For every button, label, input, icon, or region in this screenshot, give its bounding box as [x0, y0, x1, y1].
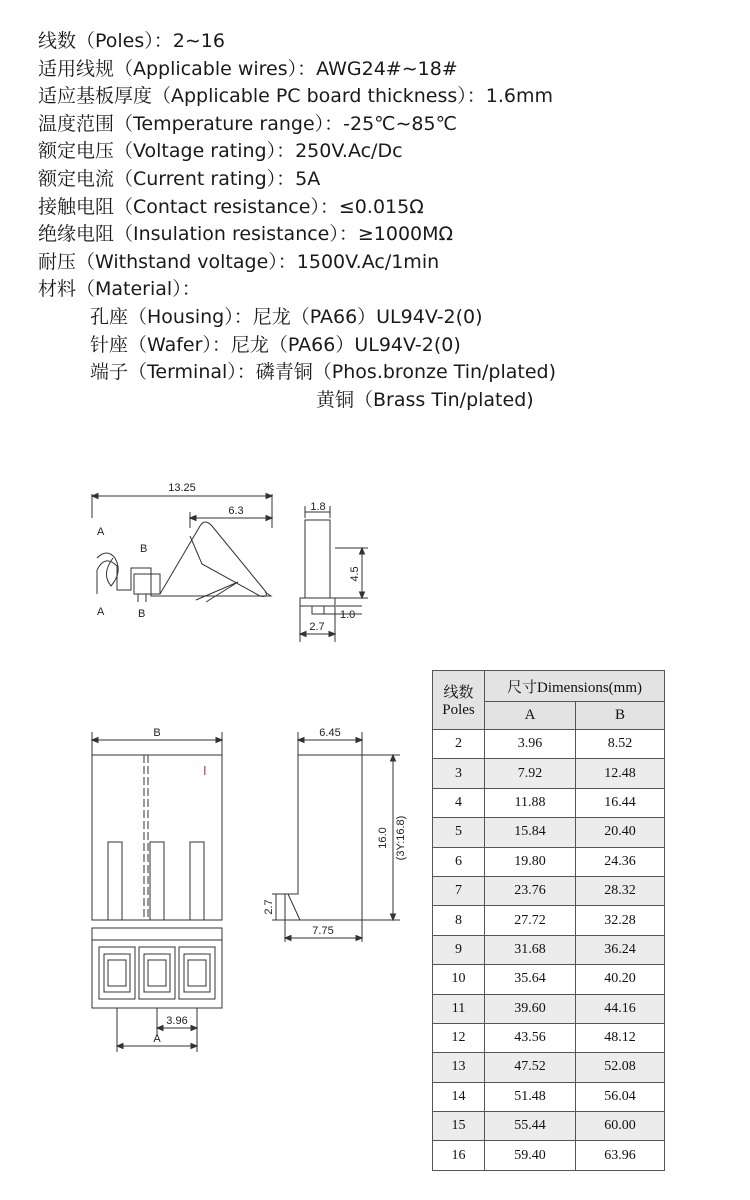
spec-temperature-range: 温度范围（Temperature range）：-25℃∼85℃: [38, 112, 457, 135]
dim-terminal-width-top: 1.8: [310, 501, 326, 513]
dim-spring-length: 6.3: [228, 505, 244, 517]
contact-cavity-1: [99, 947, 135, 999]
housing-side-view: [263, 727, 407, 942]
cell-b: 24.36: [576, 847, 665, 876]
spec-list: [38, 28, 556, 414]
cell-b: 60.00: [576, 1112, 665, 1141]
header-poles: [433, 671, 485, 730]
table-row: [433, 730, 665, 759]
cell-poles: 11: [433, 994, 485, 1023]
cell-b: 36.24: [576, 935, 665, 964]
cell-b: 56.04: [576, 1082, 665, 1111]
table-row: [433, 1082, 665, 1111]
dim-housing-depth: 6.45: [319, 727, 341, 739]
cell-poles: 4: [433, 788, 485, 817]
dimensions-table: [432, 670, 665, 1171]
header-dimensions: 尺寸Dimensions(mm): [485, 671, 665, 702]
cell-poles: 9: [433, 935, 485, 964]
spec-withstand-voltage: 耐压（Withstand voltage）：1500V.Ac/1min: [38, 250, 440, 273]
section-b-label-top: B: [140, 543, 148, 555]
cell-poles: 8: [433, 906, 485, 935]
terminal-side-view: [92, 482, 272, 620]
spec-voltage-rating: 额定电压（Voltage rating）：250V.Ac/Dc: [38, 140, 403, 163]
spec-insulation-resistance: 绝缘电阻（Insulation resistance）：≥1000MΩ: [38, 223, 454, 246]
cell-b: 52.08: [576, 1053, 665, 1082]
spec-poles: 线数（Poles）：2∼16: [38, 30, 225, 52]
table-row: [433, 876, 665, 905]
cell-b: 12.48: [576, 759, 665, 788]
table-row: [433, 847, 665, 876]
cell-a: 11.88: [485, 788, 576, 817]
header-col-b: B: [576, 702, 665, 730]
spec-applicable-wires: 适用线规（Applicable wires）：AWG24#∼18#: [38, 57, 458, 80]
cell-b: 16.44: [576, 788, 665, 817]
cell-a: 43.56: [485, 1023, 576, 1052]
spec-contact-resistance: 接触电阻（Contact resistance）：≤0.015Ω: [38, 195, 424, 218]
dim-housing-height: 16.0: [377, 827, 389, 849]
dim-housing-height-alt: (3Y:16.8): [395, 815, 407, 861]
table-row: [433, 965, 665, 994]
cell-b: 8.52: [576, 730, 665, 759]
table-row: [433, 1141, 665, 1170]
table-row: [433, 788, 665, 817]
cell-poles: 7: [433, 876, 485, 905]
cell-poles: 6: [433, 847, 485, 876]
table-row: [433, 906, 665, 935]
cell-a: 39.60: [485, 994, 576, 1023]
housing-bottom-view: [92, 928, 222, 1052]
table-row: [433, 759, 665, 788]
spec-material-terminal: 端子（Terminal）：磷青铜（Phos.bronze Tin/plated): [90, 361, 557, 384]
contact-cavity-2: [139, 947, 175, 999]
cell-poles: 12: [433, 1023, 485, 1052]
table-row: [433, 1112, 665, 1141]
section-b-label-bottom: B: [138, 608, 146, 620]
section-a-label-top: A: [97, 526, 105, 538]
cell-a: 3.96: [485, 730, 576, 759]
dim-terminal-height: 4.5: [349, 566, 361, 582]
dim-terminal-base: 1.0: [340, 609, 356, 621]
cell-a: 35.64: [485, 965, 576, 994]
cell-a: 23.76: [485, 876, 576, 905]
table-row: [433, 994, 665, 1023]
cell-b: 40.20: [576, 965, 665, 994]
dim-pitch: 3.96: [166, 1015, 188, 1027]
housing-front-view: [92, 727, 222, 920]
cell-poles: 13: [433, 1053, 485, 1082]
spec-material-heading: 材料（Material）：: [38, 278, 201, 301]
table-row: [433, 818, 665, 847]
cell-poles: 15: [433, 1112, 485, 1141]
cell-a: 19.80: [485, 847, 576, 876]
dim-terminal-width-bottom: 2.7: [309, 621, 325, 633]
cell-a: 31.68: [485, 935, 576, 964]
header-poles-en: Poles: [442, 702, 475, 718]
table-row: [433, 1023, 665, 1052]
cell-a: 51.48: [485, 1082, 576, 1111]
cell-b: 32.28: [576, 906, 665, 935]
terminal-end-view: [300, 501, 368, 642]
pin1-mark: I: [203, 763, 207, 778]
spec-material-housing: 孔座（Housing）：尼龙（PA66）UL94V-2(0): [90, 305, 483, 328]
spec-board-thickness: 适应基板厚度（Applicable PC board thickness）：1.6mm: [38, 85, 553, 108]
cell-poles: 16: [433, 1141, 485, 1170]
cell-a: 55.44: [485, 1112, 576, 1141]
spec-current-rating: 额定电流（Current rating）：5A: [38, 167, 321, 190]
cell-a: 27.72: [485, 906, 576, 935]
table-row: [433, 935, 665, 964]
dim-terminal-length: 13.25: [168, 482, 196, 494]
contact-cavity-3: [179, 947, 215, 999]
technical-drawings: [0, 470, 430, 1090]
table-row: [433, 1053, 665, 1082]
cell-b: 48.12: [576, 1023, 665, 1052]
cell-b: 44.16: [576, 994, 665, 1023]
cell-poles: 3: [433, 759, 485, 788]
cell-poles: 10: [433, 965, 485, 994]
table-body: [433, 730, 665, 1171]
dim-housing-step: 2.7: [263, 899, 275, 915]
cell-a: 7.92: [485, 759, 576, 788]
cell-b: 20.40: [576, 818, 665, 847]
header-col-a: A: [485, 702, 576, 730]
cell-b: 63.96: [576, 1141, 665, 1170]
spec-material-terminal-brass: 黄铜（Brass Tin/plated): [316, 388, 534, 411]
dim-housing-width: B: [153, 727, 161, 739]
section-a-label-bottom: A: [97, 606, 105, 618]
cell-a: 59.40: [485, 1141, 576, 1170]
header-poles-cn: 线数: [443, 685, 474, 701]
spec-material-wafer: 针座（Wafer）：尼龙（PA66）UL94V-2(0): [90, 333, 461, 356]
dim-span: A: [153, 1033, 161, 1045]
cell-poles: 5: [433, 818, 485, 847]
cell-poles: 2: [433, 730, 485, 759]
cell-poles: 14: [433, 1082, 485, 1111]
cell-b: 28.32: [576, 876, 665, 905]
dim-housing-base: 7.75: [312, 925, 334, 937]
cell-a: 15.84: [485, 818, 576, 847]
cell-a: 47.52: [485, 1053, 576, 1082]
